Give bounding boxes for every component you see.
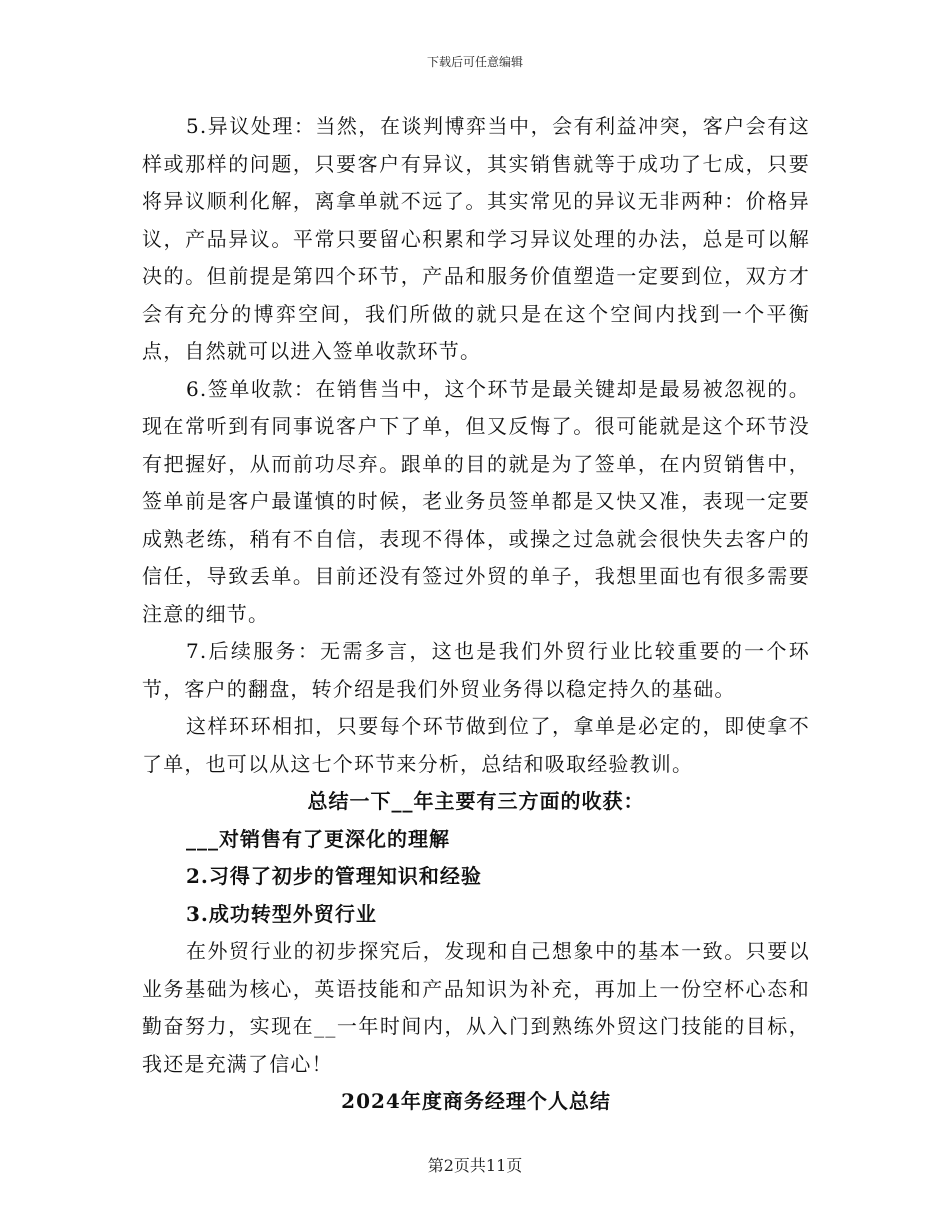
summary-heading: 总结一下__年主要有三方面的收获：: [307, 789, 645, 813]
gain-item-2: 2.习得了初步的管理知识和经验: [186, 864, 482, 888]
paragraph-chain-conclusion: 这样环环相扣，只要每个环节做到位了，拿单是必定的，即使拿不了单，也可以从这七个环节来分析，总结和吸取经验教训。: [142, 714, 810, 776]
page-number-footer: 第2页共11页: [427, 1156, 523, 1175]
paragraph-signing-payment: 6.签单收款：在销售当中，这个环节是最关键却是最易被忽视的。现在常听到有同事说客户下了单，但又反悔了。很可能就是这个环节没有把握好，从而前功尽弃。跟单的目的就是为了签单，在内贸销售中，签单前是客户最谨慎的时候，老业务员签单都是又快又准，表现一定要成熟老练，稍有不自信，表现不得体，或操之过急就会很快失去客户的信任，导致丢单。目前还没有签过外贸的单子，我想里面也有很多需要注意的细节。: [142, 376, 810, 626]
paragraph-objection-handling: 5.异议处理：当然，在谈判博弈当中，会有利益冲突，客户会有这样或那样的问题，只要客户有异议，其实销售就等于成功了七成，只要将异议顺利化解，离拿单就不远了。其实常见的异议无非两种：价格异议，产品异议。平常只要留心积累和学习异议处理的办法，总是可以解决的。但前提是第四个环节，产品和服务价值塑造一定要到位，双方才会有充分的博弈空间，我们所做的就只是在这个空间内找到一个平衡点，自然就可以进入签单收款环节。: [142, 114, 810, 363]
document-body: [142, 108, 810, 1121]
page-header: 下载后可任意编辑: [426, 55, 523, 69]
paragraph-foreign-trade-outlook: 在外贸行业的初步探究后，发现和自己想象中的基本一致。只要以业务基础为核心，英语技能和产品知识为补充，再加上一份空杯心态和勤奋努力，实现在__一年时间内，从入门到熟练外贸这门技能的目标，我还是充满了信心！: [142, 939, 810, 1076]
gain-item-1: ___对销售有了更深化的理解: [186, 826, 450, 851]
next-document-title: 2024年度商务经理个人总结: [341, 1089, 611, 1113]
paragraph-follow-up-service: 7.后续服务：无需多言，这也是我们外贸行业比较重要的一个环节，客户的翻盘，转介绍是我们外贸业务得以稳定持久的基础。: [142, 639, 810, 701]
gain-item-3: 3.成功转型外贸行业: [186, 901, 377, 926]
